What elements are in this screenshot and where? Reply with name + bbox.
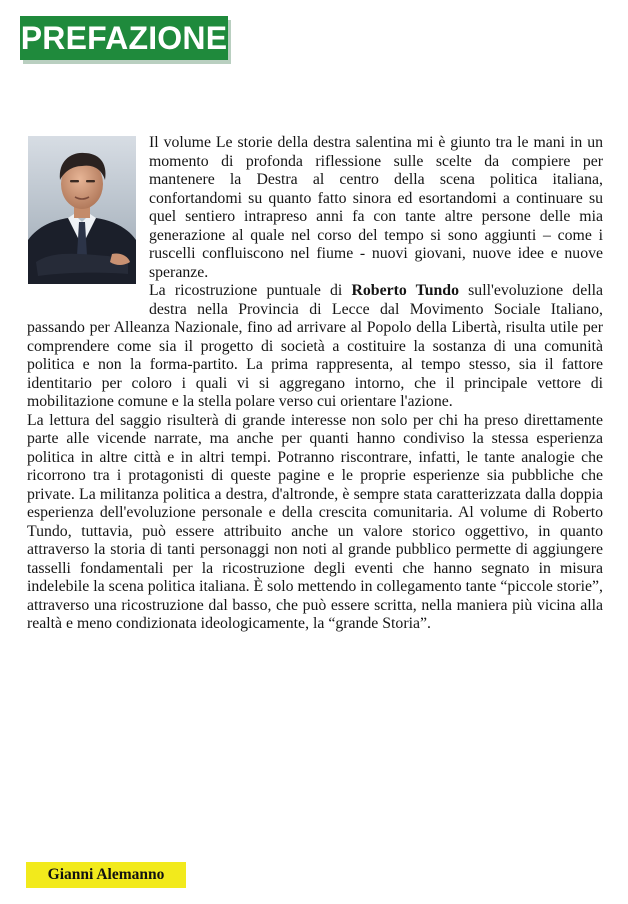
signature-badge (26, 862, 186, 888)
page-title: PREFAZIONE (20, 19, 228, 56)
paragraph-2-lead: La ricostruzione puntuale di (149, 282, 352, 299)
paragraph-3: La lettura del saggio risulterà di grande interesse non solo per chi ha preso direttamente parte alle vicende narrate, ma anche per quanti hanno condiviso la stessa esperienza politica in altre città e in altri tempi. Potranno riscontrare, infatti, le tante analogie che ricorrono tra i protagonisti di queste pagine e le proprie esperienze sia pubbliche che private. La militanza politica a destra, d'altronde, è sempre stata caratterizzata dalla doppia esperienza dell'evoluzione personale e della crescita comunitaria. Al volume di Roberto Tundo, tuttavia, può essere attribuito anche un valore storico oggettivo, in quanto attraverso la storia di tanti personaggi non noti al grande pubblico permette di aggiungere tasselli fondamentali per la ricostruzione degli eventi che hanno segnato in misura indelebile la scena politica italiana. È solo mettendo in collegamento tante “piccole storie”, attraverso una ricostruzione dal basso, che può essere scritta, nella maniera più vicina alla realtà e meno condizionata ideologicamente, la “grande Storia”. (27, 411, 603, 632)
portrait-spacer (27, 134, 149, 314)
paragraph-2-rest: sull'evoluzione della destra nella Provincia di Lecce dal Movimento Sociale Italiano, passando per Alleanza Nazionale, fino ad arrivare al Popolo della Libertà, risulta utile per comprendere come sia il progetto di società a costituire la sostanza di una comunità politica e non la forma-partito. La prima rappresenta, al tempo stesso, sia il fattore identitario per coloro i quali vi si aggregano intorno, che il principale vettore di mobilitazione comune e la stella polare verso cui orientare l'azione. (27, 282, 603, 410)
author-name-bold: Roberto Tundo (351, 282, 459, 299)
paragraph-1: Il volume Le storie della destra salentina mi è giunto tra le mani in un momento di profonda riflessione sulle scelte da compiere per mantenere la Destra al centro della scena politica italiana, confortandomi su quanto fatto sinora ed esortandomi a continuare su quel sentiero intrapreso anni fa con tante altre persone delle mia generazione al quale nel corso del tempo si sono aggiunti – come i ruscelli confluiscono nel fiume - nuovi giovani, nuove idee e nuove speranze. (149, 134, 603, 281)
preface-text (27, 134, 603, 634)
signature-name: Gianni Alemanno (47, 866, 165, 883)
page-title-badge (20, 16, 228, 60)
